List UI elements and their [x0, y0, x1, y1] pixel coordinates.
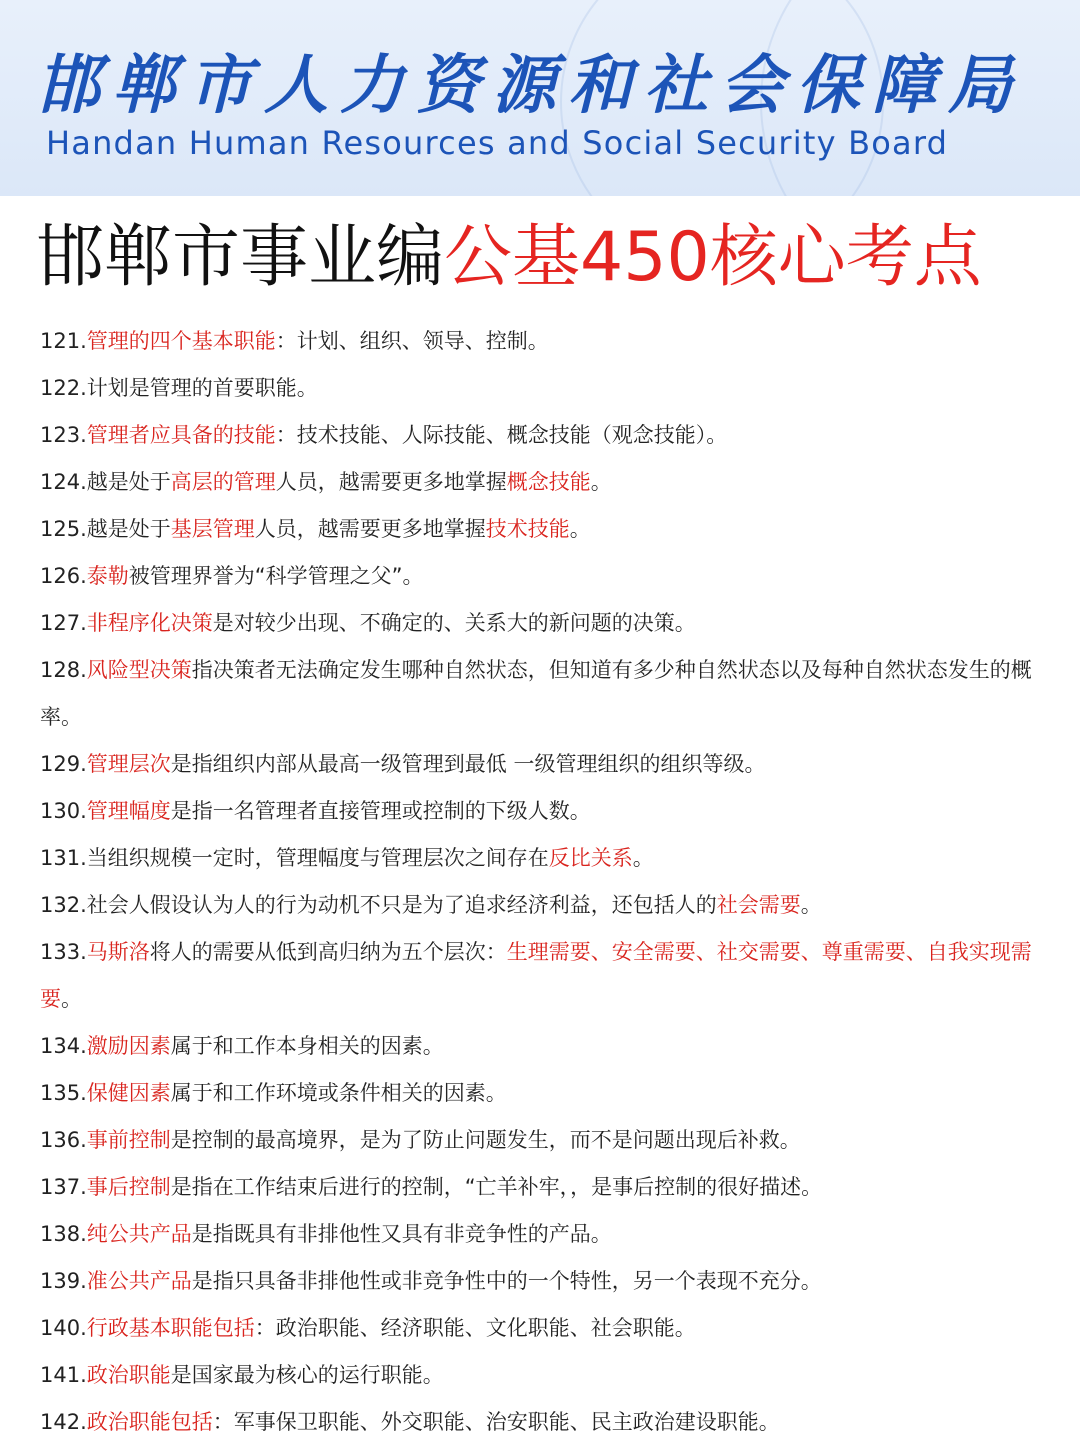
highlighted-term: 管理的四个基本职能 — [86, 329, 276, 353]
list-item — [40, 459, 1050, 506]
item-number: 127. — [40, 611, 87, 635]
list-item — [40, 835, 1050, 882]
list-item — [40, 506, 1050, 553]
item-text: 人员，越需要更多地掌握 — [254, 517, 486, 541]
highlighted-term: 风险型决策 — [86, 658, 192, 682]
list-item — [40, 1117, 1050, 1164]
highlighted-term: 保健因素 — [86, 1081, 171, 1105]
header-banner — [0, 0, 1080, 196]
item-number: 128. — [40, 658, 87, 682]
highlighted-term: 反比关系 — [548, 846, 633, 870]
item-number: 139. — [40, 1269, 87, 1293]
page-title-red: 公基450核心考点 — [444, 218, 982, 297]
item-number: 140. — [40, 1316, 87, 1340]
item-number: 122. — [40, 376, 87, 400]
key-points-list — [40, 318, 1050, 1446]
item-text: ：技术技能、人际技能、概念技能（观念技能）。 — [275, 423, 728, 447]
highlighted-term: 高层的管理 — [170, 470, 276, 494]
item-number: 123. — [40, 423, 87, 447]
item-text: 将人的需要从低到高归纳为五个层次： — [149, 940, 507, 964]
highlighted-term: 事后控制 — [86, 1175, 171, 1199]
highlighted-term: 管理层次 — [86, 752, 171, 776]
item-text: 是指在工作结束后进行的控制，“亡羊补牢，，是事后控制的很好描述。 — [170, 1175, 823, 1199]
item-number: 134. — [40, 1034, 87, 1058]
item-text: 。 — [61, 987, 82, 1011]
highlighted-term: 生理需要、安全需要、社交需要、尊重需要、自我实现需要 — [40, 940, 1032, 1011]
item-text: 越是处于 — [86, 470, 171, 494]
item-text: 被管理界誉为“科学管理之父”。 — [128, 564, 424, 588]
highlighted-term: 马斯洛 — [86, 940, 150, 964]
list-item — [40, 1258, 1050, 1305]
highlighted-term: 基层管理 — [170, 517, 255, 541]
item-text: 越是处于 — [86, 517, 171, 541]
org-name-english: Handan Human Resources and Social Security Board — [46, 124, 949, 162]
list-item — [40, 365, 1050, 412]
item-number: 135. — [40, 1081, 87, 1105]
item-number: 125. — [40, 517, 87, 541]
item-text: 当组织规模一定时，管理幅度与管理层次之间存在 — [86, 846, 549, 870]
item-number: 133. — [40, 940, 87, 964]
highlighted-term: 技术技能 — [485, 517, 570, 541]
highlighted-term: 激励因素 — [86, 1034, 171, 1058]
item-number: 137. — [40, 1175, 87, 1199]
highlighted-term: 社会需要 — [716, 893, 801, 917]
list-item — [40, 647, 1050, 741]
item-text: 是指一名管理者直接管理或控制的下级人数。 — [170, 799, 591, 823]
page-title-black: 邯郸市事业编 — [36, 218, 445, 297]
list-item — [40, 600, 1050, 647]
org-name-chinese: 邯郸市人力资源和社会保障局 — [36, 48, 1024, 123]
item-text: 是指组织内部从最高一级管理到最低 一级管理组织的组织等级。 — [170, 752, 766, 776]
item-text: 。 — [800, 893, 822, 917]
highlighted-term: 政治职能包括 — [86, 1410, 213, 1434]
item-number: 138. — [40, 1222, 87, 1246]
item-number: 132. — [40, 893, 87, 917]
item-number: 129. — [40, 752, 87, 776]
list-item — [40, 1305, 1050, 1352]
item-text: ：军事保卫职能、外交职能、治安职能、民主政治建设职能。 — [212, 1410, 780, 1434]
highlighted-term: 泰勒 — [86, 564, 129, 588]
item-text: 社会人假设认为人的行为动机不只是为了追求经济利益，还包括人的 — [86, 893, 717, 917]
list-item — [40, 1399, 1050, 1446]
item-text: 是指既具有非排他性又具有非竞争性的产品。 — [191, 1222, 612, 1246]
item-text: 是国家最为核心的运行职能。 — [170, 1363, 444, 1387]
highlighted-term: 纯公共产品 — [86, 1222, 192, 1246]
item-text: 计划是管理的首要职能。 — [86, 376, 318, 400]
item-number: 121. — [40, 329, 87, 353]
item-text: 。 — [590, 470, 612, 494]
list-item — [40, 929, 1050, 1023]
item-number: 126. — [40, 564, 87, 588]
item-number: 141. — [40, 1363, 87, 1387]
list-item — [40, 788, 1050, 835]
item-number: 130. — [40, 799, 87, 823]
highlighted-term: 政治职能 — [86, 1363, 171, 1387]
item-text: 人员，越需要更多地掌握 — [275, 470, 507, 494]
list-item — [40, 553, 1050, 600]
highlighted-term: 管理幅度 — [86, 799, 171, 823]
list-item — [40, 882, 1050, 929]
list-item — [40, 412, 1050, 459]
highlighted-term: 管理者应具备的技能 — [86, 423, 276, 447]
list-item — [40, 1023, 1050, 1070]
item-text: 。 — [569, 517, 591, 541]
item-text: 是对较少出现、不确定的、关系大的新问题的决策。 — [212, 611, 696, 635]
item-text: ：政治职能、经济职能、文化职能、社会职能。 — [254, 1316, 696, 1340]
highlighted-term: 非程序化决策 — [86, 611, 213, 635]
item-number: 124. — [40, 470, 87, 494]
highlighted-term: 概念技能 — [506, 470, 591, 494]
item-number: 131. — [40, 846, 87, 870]
item-text: ：计划、组织、领导、控制。 — [275, 329, 549, 353]
highlighted-term: 准公共产品 — [86, 1269, 192, 1293]
item-text: 指决策者无法确定发生哪种自然状态，但知道有多少种自然状态以及每种自然状态发生的概率。 — [40, 658, 1032, 729]
list-item — [40, 741, 1050, 788]
item-text: 属于和工作本身相关的因素。 — [170, 1034, 444, 1058]
list-item — [40, 1352, 1050, 1399]
list-item — [40, 1070, 1050, 1117]
list-item — [40, 318, 1050, 365]
highlighted-term: 事前控制 — [86, 1128, 171, 1152]
item-number: 136. — [40, 1128, 87, 1152]
item-text: 是指只具备非排他性或非竞争性中的一个特性，另一个表现不充分。 — [191, 1269, 822, 1293]
list-item — [40, 1211, 1050, 1258]
item-text: 属于和工作环境或条件相关的因素。 — [170, 1081, 507, 1105]
page-title — [36, 210, 982, 306]
item-text: 是控制的最高境界，是为了防止问题发生，而不是问题出现后补救。 — [170, 1128, 801, 1152]
list-item — [40, 1164, 1050, 1211]
item-number: 142. — [40, 1410, 87, 1434]
highlighted-term: 行政基本职能包括 — [86, 1316, 255, 1340]
item-text: 。 — [632, 846, 654, 870]
